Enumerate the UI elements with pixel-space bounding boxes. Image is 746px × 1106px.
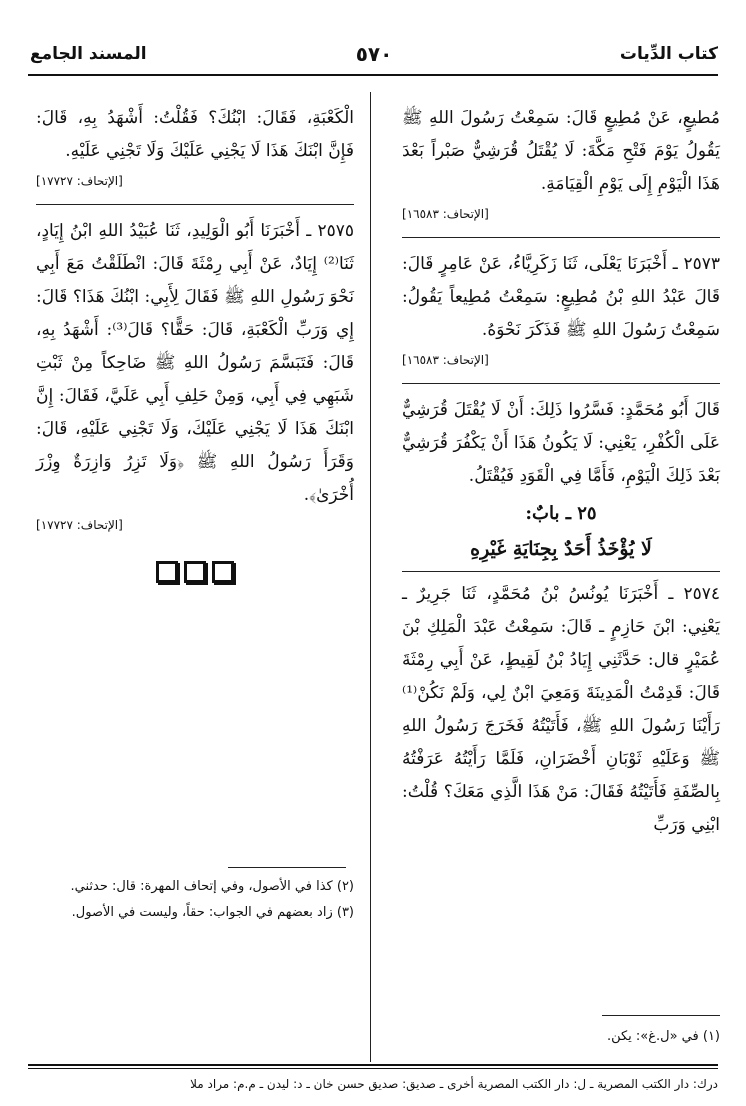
right-column <box>402 102 720 842</box>
ornament-square-icon <box>212 561 234 583</box>
reference-ithaf: [الإتحاف: ١٦٥٨٣] <box>402 207 489 221</box>
reference-ithaf: [الإتحاف: ١٧٧٢٧] <box>36 174 123 188</box>
page-number: ٥٧٠ <box>355 42 393 66</box>
hadith-2574: ٢٥٧٤ ـ أَخْبَرَنَا يُونُسُ بْنُ مُحَمَّدٍ، ثَنَا جَرِيرٌ ـ يَعْنِي: ابْنَ حَازِمٍ ـ قَالَ: سَمِعْتُ عَبْدَ الْمَلِكِ بْنَ عُمَيْرٍ قال: حَدَّثَنِي إِيَادُ بْنُ لَقِيطٍ، عَنْ أَبِي رِمْثَةَ قَالَ: قَدِمْتُ الْمَدِينَةَ وَمَعِيَ ابْنٌ لِي، وَلَمْ نَكُنْ⁽¹⁾ رَأَيْنَا رَسُولَ اللهِ ﷺ، فَأَتَيْتُهُ فَخَرَجَ رَسُولُ اللهِ ﷺ وَعَلَيْهِ ثَوْبَانِ أَخْضَرَانِ، فَلَمَّا رَأَيْتُهُ عَرَفْتُهُ بِالصِّفَةِ فَأَتَيْتُهُ فَقَالَ: مَنْ هَذَا الَّذِي مَعَكَ؟ قُلْتُ: ابْنِي وَرَبِّ <box>402 584 720 835</box>
paragraph-continuation: الْكَعْبَةِ، فَقَالَ: ابْنُكَ؟ فَقُلْتُ: أَشْهَدُ بِهِ، قَالَ: فَإِنَّ ابْنَكَ هَذَا لَا يَجْنِي عَلَيْكَ وَلَا تَجْنِي عَلَيْهِ. <box>36 108 354 161</box>
work-title: المسند الجامع <box>30 44 147 64</box>
chapter-heading: لَا يُؤْخَذُ أَحَدٌ بِجِنَايَةِ غَيْرِهِ <box>402 531 720 572</box>
footnote-2: (٢) كذا في الأصول، وفي إتحاف المهرة: قال: حدثني. <box>70 879 354 894</box>
footnote-rule <box>602 1015 720 1016</box>
hadith-2573: ٢٥٧٣ ـ أَخْبَرَنَا يَعْلَى، ثَنَا زَكَرِيَّاءُ، عَنْ عَامِرٍ قَالَ: قَالَ عَبْدُ اللهِ بْنُ مُطِيعٍ: سَمِعْتُ مُطِيعاً يَقُولُ: سَمِعْتُ رَسُولَ اللهِ ﷺ فَذَكَرَ نَحْوَهُ. <box>402 254 720 340</box>
footnotes-left <box>36 874 354 926</box>
book-title: كتاب الدِّيات <box>619 44 718 64</box>
reference-ithaf: [الإتحاف: ١٦٥٨٣] <box>402 353 489 367</box>
manuscript-sigla: درك: دار الكتب المصرية ـ ل: دار الكتب المصرية أخرى ـ صديق: صديق حسن خان ـ د: ليدن ـ م.م: مراد ملا <box>190 1077 718 1091</box>
hadith-2575: ٢٥٧٥ ـ أَخْبَرَنَا أَبُو الْوَلِيدِ، ثَنَا عُبَيْدُ اللهِ ابْنُ إِيَادٍ، ثَنَا⁽²⁾ إِيَادٌ، عَنْ أَبِي رِمْثَةَ قَالَ: انْطَلَقْتُ مَعَ أَبِي نَحْوَ رَسُولِ اللهِ ﷺ فَقَالَ لِأَبِي: ابْنُكَ هَذَا؟ قَالَ: إِي وَرَبِّ الْكَعْبَةِ، قَالَ: حَقًّا؟ قَالَ⁽³⁾: أَشْهَدُ بِهِ، قَالَ: فَتَبَسَّمَ رَسُولُ اللهِ ﷺ ضَاحِكاً مِنْ ثَبْتِ شَبَهِي فِي أَبِي، وَمِنْ حَلِفِ أَبِي عَلَيَّ، فَقَالَ: إِنَّ ابْنَكَ هَذَا لَا يَجْنِي عَلَيْكَ، وَلَا تَجْنِي عَلَيْهِ، قَالَ: وَقَرَأَ رَسُولُ اللهِ ﷺ ﴿وَلَا تَزِرُ وَازِرَةٌ وِزْرَ أُخْرَىٰ﴾. <box>36 221 354 505</box>
commentary-abu-muhammad: قَالَ أَبُو مُحَمَّدٍ: فَسَّرُوا ذَلِكَ: أَنْ لَا يُقْتَلَ قُرَشِيٌّ عَلَى الْكُفْرِ، يَعْنِي: لَا يَكُونُ هَذَا أَنْ يَكْفُرَ قُرَشِيٌّ بَعْدَ ذَلِكَ الْيَوْمِ، فَأَمَّا فِي الْقَوَدِ فَيُقْتَلُ. <box>402 400 720 486</box>
hadith-separator <box>402 383 720 384</box>
header-rule <box>28 74 718 76</box>
footer-rule-thin <box>28 1068 718 1069</box>
chapter-number: ٢٥ ـ بابٌ: <box>525 503 597 524</box>
hadith-separator <box>402 237 720 238</box>
reference-ithaf: [الإتحاف: ١٧٧٢٧] <box>36 518 123 532</box>
end-ornament <box>36 560 354 593</box>
footnote-1: (١) في «ل.غ»: يكن. <box>606 1029 720 1044</box>
footnote-rule <box>228 867 346 868</box>
footnotes-right <box>402 1024 720 1050</box>
footer-rule <box>28 1064 718 1066</box>
column-divider <box>370 92 371 1062</box>
ornament-square-icon <box>156 561 178 583</box>
footnote-3: (٣) زاد بعضهم في الجواب: حقاً، وليست في الأصول. <box>71 905 354 920</box>
hadith-separator <box>36 204 354 205</box>
page-header <box>30 44 718 74</box>
paragraph-continuation: مُطيعٍ، عَنْ مُطِيعٍ قَالَ: سَمِعْتُ رَسُولَ اللهِ ﷺ يَقُولُ يَوْمَ فَتْحِ مَكَّةَ: لَا يُقْتَلُ قُرَشِيٌّ صَبْراً بَعْدَ هَذَا الْيَوْمِ إِلَى يَوْمِ الْقِيَامَةِ. <box>402 108 720 194</box>
ornament-square-icon <box>184 561 206 583</box>
left-column <box>36 102 354 593</box>
